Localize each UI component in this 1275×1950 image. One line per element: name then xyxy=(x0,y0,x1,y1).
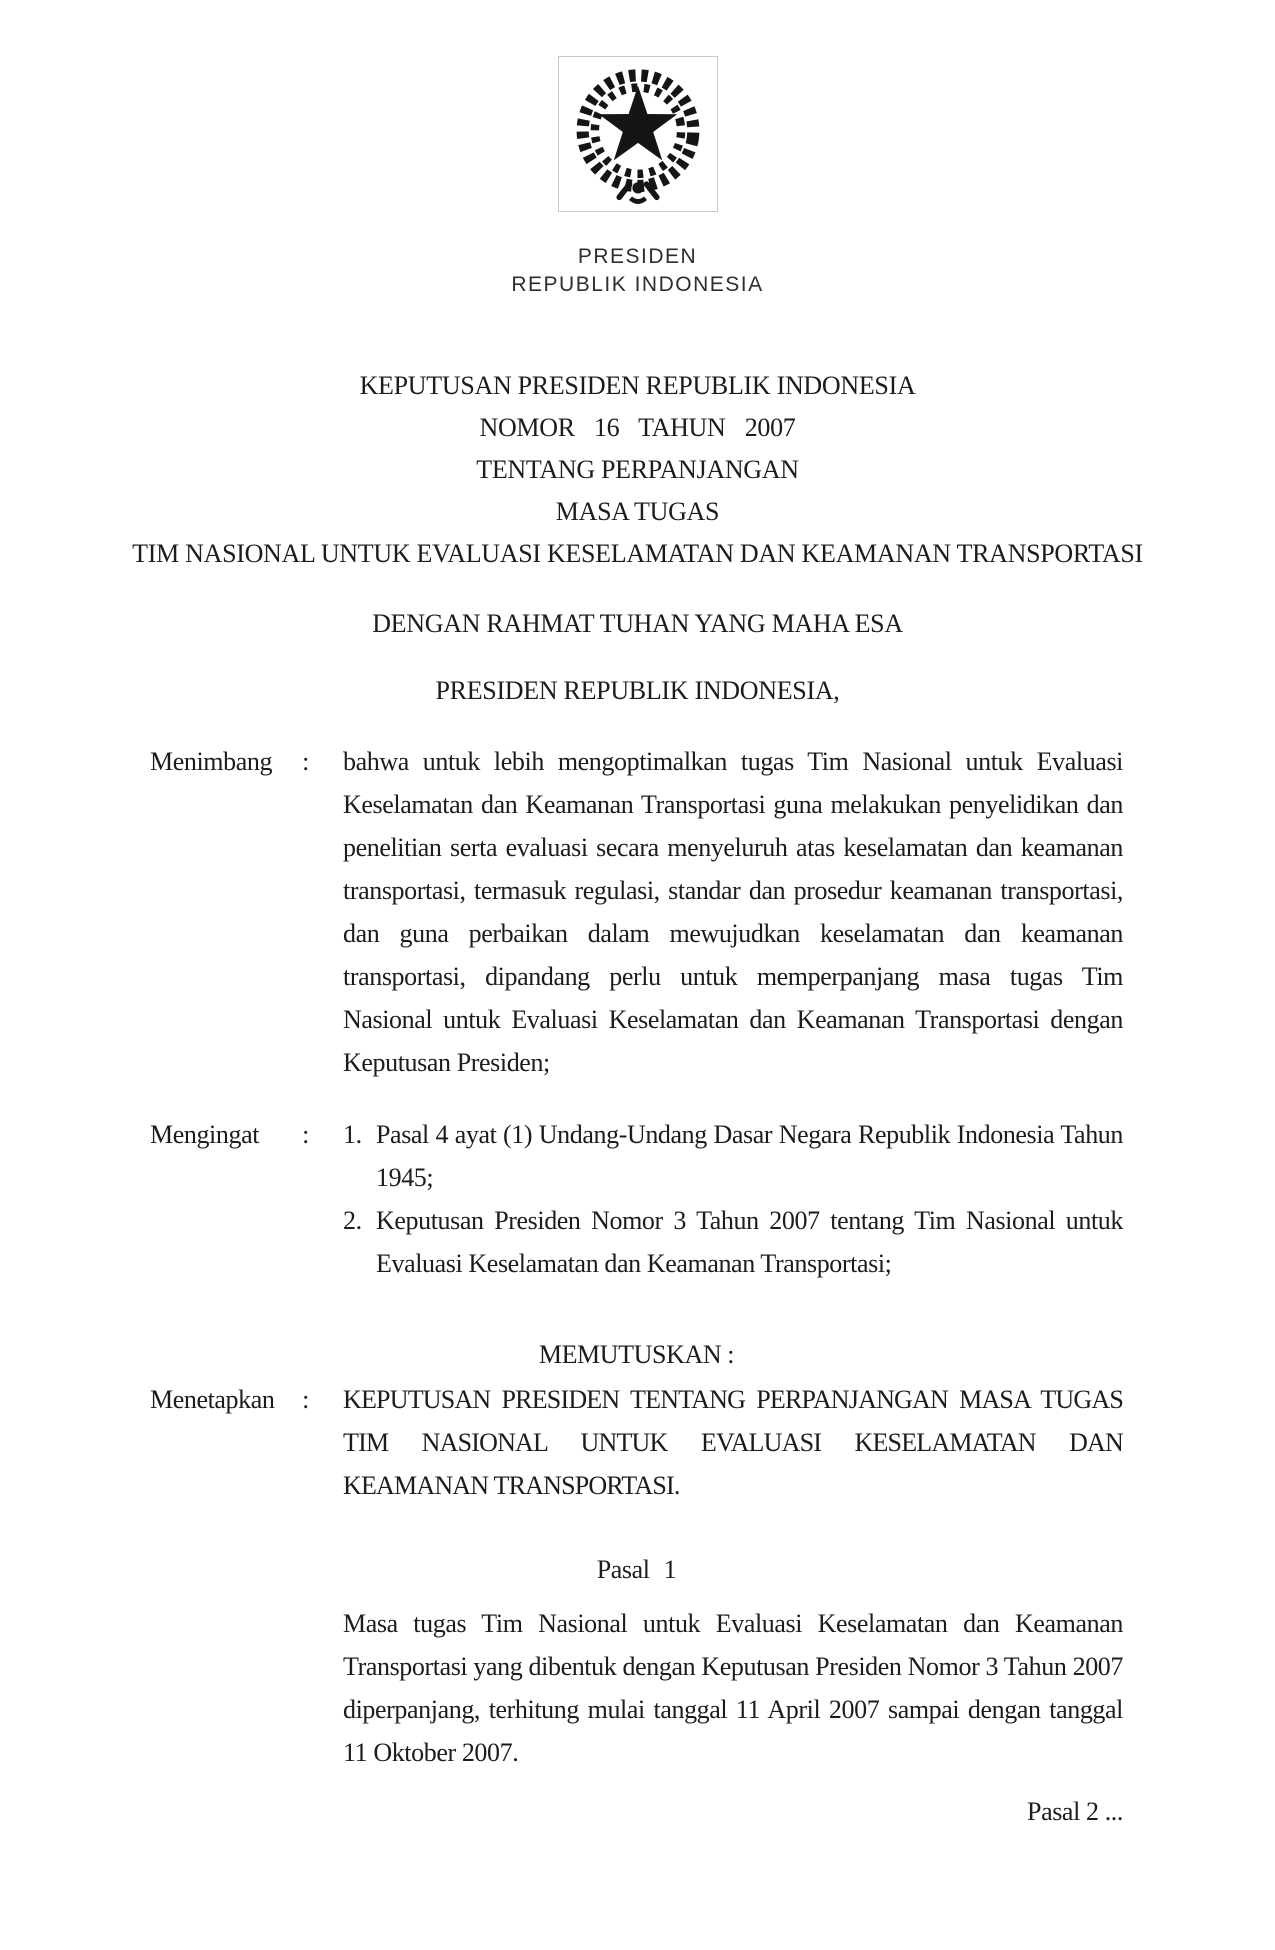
list-item-number: 1. xyxy=(343,1120,362,1149)
pasal-1-paragraph: Masa tugas Tim Nasional untuk Evaluasi Keselamatan dan Keamanan Transportasi yang dibentuk dengan Keputusan Presiden Nomor 3 Tahun 2007 diperpanjang, terhitung mulai tanggal 11 April 2007 sampai dengan tanggal 11 Oktober 2007. xyxy=(343,1609,1123,1767)
invocation-line: DENGAN RAHMAT TUHAN YANG MAHA ESA xyxy=(372,609,903,638)
authority-line: PRESIDEN REPUBLIK INDONESIA, xyxy=(435,676,840,705)
star-wreath-icon xyxy=(563,60,713,208)
list-item xyxy=(343,1113,1123,1199)
menimbang-paragraph: bahwa untuk lebih mengoptimalkan tugas Tim Nasional untuk Evaluasi Keselamatan dan Keamanan Transportasi guna melakukan penyelidikan dan penelitian serta evaluasi secara menyeluruh atas keselamatan dan keamanan transportasi, termasuk regulasi, standar dan prosedur keamanan transportasi, dan guna perbaikan dalam mewujudkan keselamatan dan keamanan transportasi, dipandang perlu untuk memperpanjang masa tugas Tim Nasional untuk Evaluasi Keselamatan dan Keamanan Transportasi dengan Keputusan Presiden; xyxy=(343,747,1123,1077)
decree-title-block xyxy=(0,365,1275,712)
clause-mengingat xyxy=(150,1113,1123,1285)
label-text: Menimbang xyxy=(150,747,273,776)
label-colon: : xyxy=(302,1120,309,1149)
label-colon: : xyxy=(302,747,309,776)
menetapkan-paragraph: KEPUTUSAN PRESIDEN TENTANG PERPANJANGAN MASA TUGAS TIM NASIONAL UNTUK EVALUASI KESELAMATAN DAN KEAMANAN TRANSPORTASI. xyxy=(343,1385,1123,1500)
list-item-text: Keputusan Presiden Nomor 3 Tahun 2007 tentang Tim Nasional untuk Evaluasi Keselamatan dan Keamanan Transportasi; xyxy=(376,1206,1123,1278)
clause-label-menetapkan xyxy=(150,1378,343,1421)
list-item xyxy=(343,1199,1123,1285)
pasal-1-section xyxy=(150,1602,1123,1774)
indent-spacer xyxy=(150,1602,343,1774)
clause-label-mengingat xyxy=(150,1113,343,1156)
label-colon: : xyxy=(302,1385,309,1414)
title-tim-nasional: TIM NASIONAL UNTUK EVALUASI KESELAMATAN DAN KEAMANAN TRANSPORTASI xyxy=(132,539,1143,568)
title-keputusan: KEPUTUSAN PRESIDEN REPUBLIK INDONESIA xyxy=(359,371,916,400)
next-page-note: Pasal 2 ... xyxy=(1027,1797,1123,1826)
clause-label-menimbang xyxy=(150,740,343,783)
list-item-text: Pasal 4 ayat (1) Undang-Undang Dasar Negara Republik Indonesia Tahun 1945; xyxy=(376,1120,1123,1192)
clause-menetapkan xyxy=(150,1378,1123,1507)
org-line-republik-indonesia: REPUBLIK INDONESIA xyxy=(511,273,764,296)
mengingat-list xyxy=(343,1113,1123,1285)
presidential-seal xyxy=(558,56,718,212)
title-masa-tugas: MASA TUGAS xyxy=(555,497,720,526)
document-body xyxy=(150,740,1123,1833)
memutuskan-heading: MEMUTUSKAN : xyxy=(538,1340,735,1369)
clause-menimbang xyxy=(150,740,1123,1084)
org-line-presiden: PRESIDEN xyxy=(577,245,698,268)
label-text: Mengingat xyxy=(150,1120,260,1149)
title-nomor: NOMOR 16 TAHUN 2007 xyxy=(479,413,796,442)
list-item-number: 2. xyxy=(343,1206,362,1235)
pasal-1-heading: Pasal 1 xyxy=(596,1555,677,1584)
label-text: Menetapkan xyxy=(150,1385,275,1414)
title-tentang: TENTANG PERPANJANGAN xyxy=(476,455,799,484)
org-title xyxy=(0,243,1275,299)
